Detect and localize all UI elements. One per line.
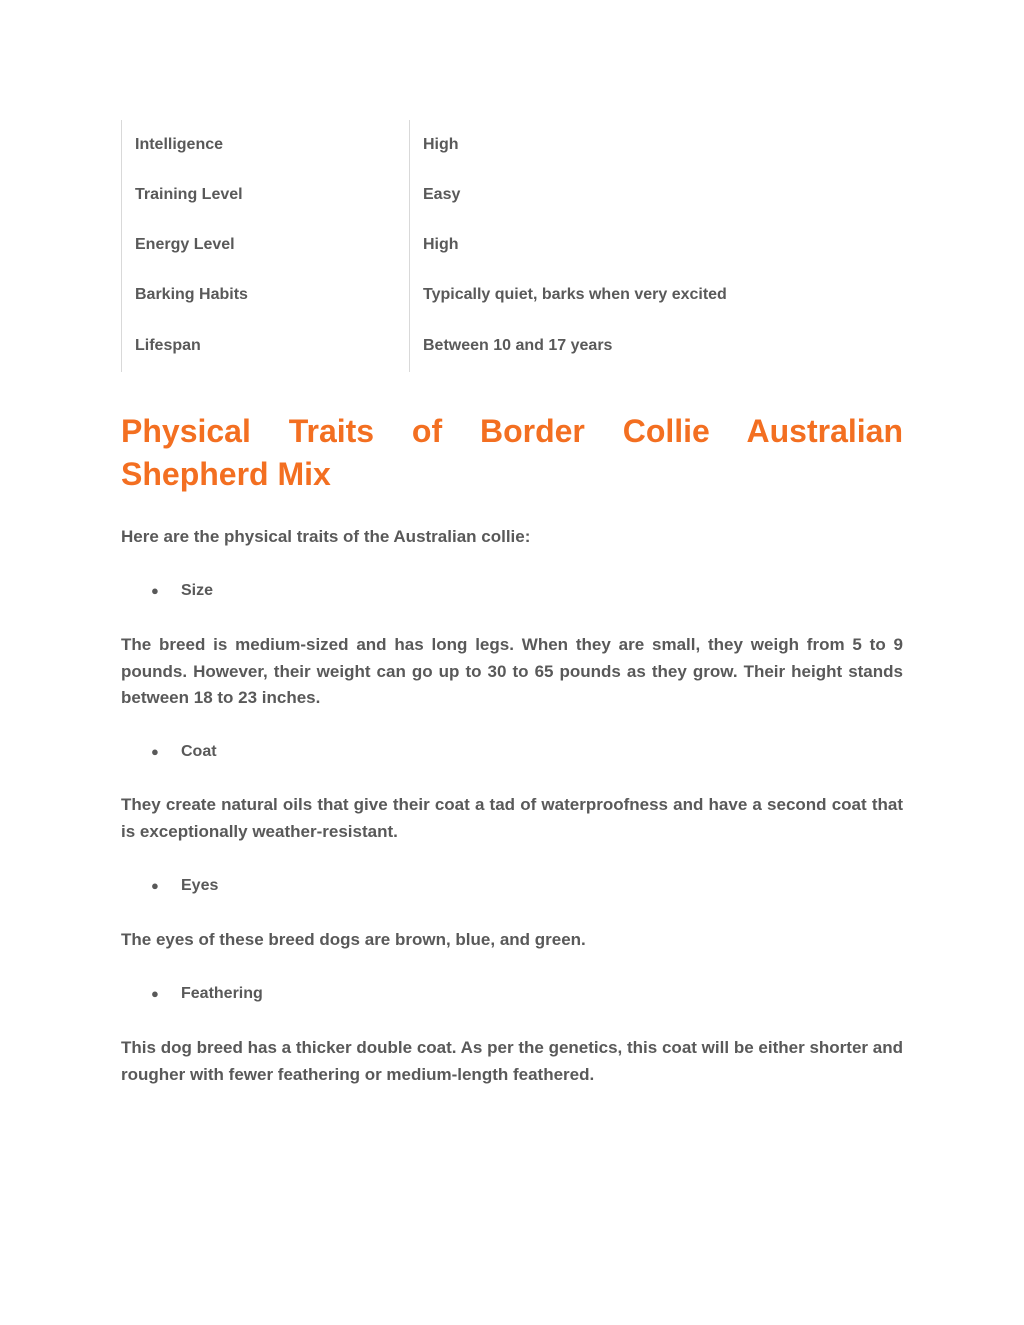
table-row-intelligence bbox=[121, 133, 903, 157]
table-row-barking-habits bbox=[121, 283, 903, 307]
trait-value: High bbox=[423, 136, 459, 153]
bullet-dot-icon: ● bbox=[151, 878, 159, 893]
bullet-dot-icon: ● bbox=[151, 744, 159, 759]
eyes-paragraph: The eyes of these breed dogs are brown, blue, and green. bbox=[121, 930, 586, 949]
section-heading: Physical Traits of Border Collie Australian Shepherd Mix bbox=[121, 413, 903, 492]
bullet-dot-icon: ● bbox=[151, 986, 159, 1001]
trait-name: Intelligence bbox=[135, 136, 224, 153]
bullet-dot-icon: ● bbox=[151, 583, 159, 598]
coat-paragraph: They create natural oils that give their coat a tad of waterproofness and have a second coat that is exceptionally weather-resistant. bbox=[121, 795, 903, 841]
trait-name: Energy Level bbox=[135, 236, 235, 253]
table-row-energy-level bbox=[121, 233, 903, 257]
section-intro: Here are the physical traits of the Australian collie: bbox=[121, 527, 531, 546]
size-paragraph: The breed is medium-sized and has long legs. When they are small, they weigh from 5 to 9 pounds. However, their weight can go up to 30 to 65 pounds as they grow. Their height stands between 18 to 23 inches. bbox=[121, 635, 903, 707]
traits-table bbox=[121, 120, 903, 372]
trait-value: Easy bbox=[423, 186, 461, 203]
trait-value: High bbox=[423, 236, 459, 253]
bullet-coat bbox=[121, 741, 903, 763]
trait-name: Barking Habits bbox=[135, 286, 248, 303]
table-row-lifespan bbox=[121, 334, 903, 358]
trait-name: Training Level bbox=[135, 186, 243, 203]
bullet-label: Size bbox=[181, 582, 214, 599]
bullet-eyes bbox=[121, 875, 903, 897]
bullet-label: Feathering bbox=[181, 985, 263, 1002]
trait-value: Between 10 and 17 years bbox=[423, 337, 613, 354]
trait-name: Lifespan bbox=[135, 337, 201, 354]
bullet-size bbox=[121, 580, 903, 602]
feathering-paragraph: This dog breed has a thicker double coat. As per the genetics, this coat will be either shorter and rougher with fewer feathering or medium-length feathered. bbox=[121, 1038, 903, 1084]
trait-value: Typically quiet, barks when very excited bbox=[423, 286, 727, 303]
table-row-training-level bbox=[121, 183, 903, 207]
bullet-label: Eyes bbox=[181, 877, 219, 894]
bullet-label: Coat bbox=[181, 743, 217, 760]
bullet-feathering bbox=[121, 983, 903, 1005]
